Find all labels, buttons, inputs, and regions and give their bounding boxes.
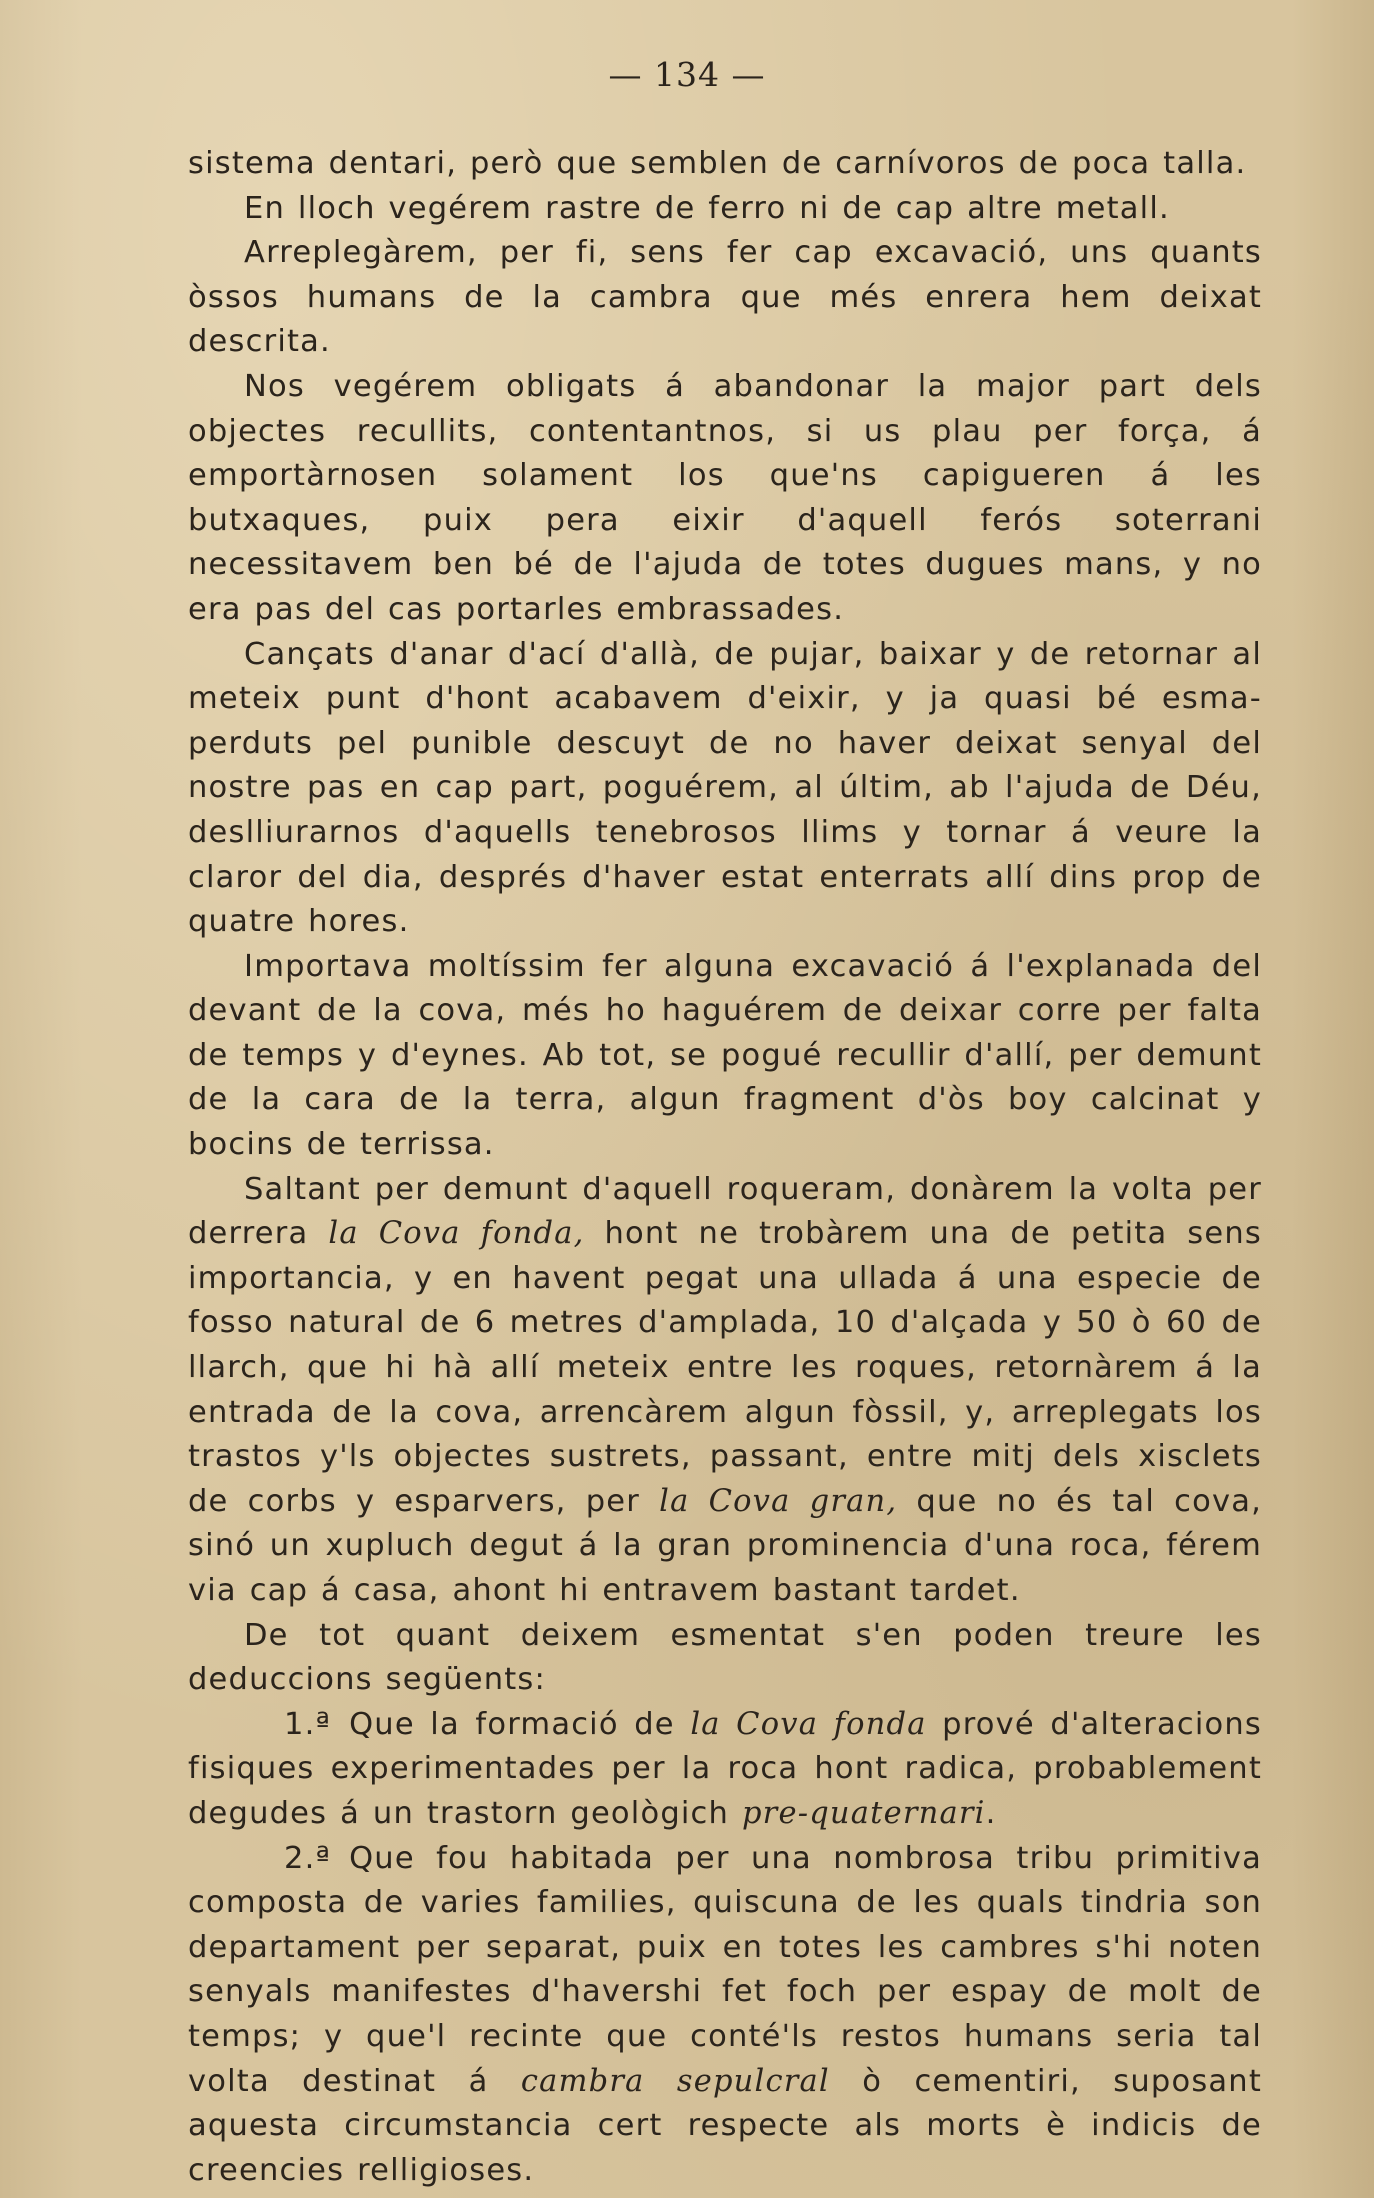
conclusion-item: 2.ª Que fou habitada per una nombrosa tribu primitiva composta de varies families, quiscuna de les quals tindria son departament per separat, puix en totes les cambres s'hi noten senyals manifestes d'havershi fet foch per espay de molt de temps; y que'l recinte que conté'ls restos humans seria tal volta destinat á cambra sepulcral ò cementiri, suposant aquesta circumstancia cert respecte als morts è indicis de creencies relligioses. [188,1837,1262,2194]
italic-cave-name: la Cova gran, [659,1483,898,1519]
paragraph: Saltant per demunt d'aquell roqueram, donàrem la volta per derrera la Cova fonda, hont ne trobàrem una de petita sens importancia, y en havent pegat una ullada á una especie de fosso natural de 6 metres d'amplada, 10 d'alçada y 50 ò 60 de llarch, que hi hà allí meteix entre les roques, retornàrem á la entrada de la cova, arrencàrem algun fòssil, y, arreplegats los trastos y'ls objectes sustrets, passant, entre mitj dels xisclets de corbs y esparvers, per la Cova gran, que no és tal cova, sinó un xupluch degut á la gran prominencia d'una roca, férem via cap á casa, ahont hi entravem bastant tardet. [188,1171,1262,1608]
paragraph: Nos vegérem obligats á abandonar la major part dels objectes recullits, contentantnos, si us plau per força, á emportàrnosen solament los que'ns capigueren á les butxaques, puix pera eixir d'aquell ferós soterrani necessitavem ben bé de l'ajuda de totes dugues mans, y no era pas del cas portarles embrassades. [188,368,1262,627]
body-text [188,142,1262,2193]
italic-cave-name: la Cova fonda, [328,1216,585,1252]
conclusion-item: 1.ª Que la formació de la Cova fonda prové d'alteracions fisiques experimentades per la roca hont radica, probablement degudes á un trastorn geològich pre-quaternari. [188,1703,1262,1837]
conclusion-number: 1.ª [284,1706,332,1742]
page-number: — 134 — [608,55,766,94]
paragraph: En lloch vegérem rastre de ferro ni de cap altre metall. [244,190,1170,226]
italic-cave-name: la Cova fonda [690,1706,927,1742]
paragraph: Cançats d'anar d'ací d'allà, de pujar, baixar y de retornar al meteix punt d'hont acabavem d'eixir, y ja quasi bé esma-perduts pel punible descuyt de no haver deixat senyal del nostre pas en cap part, poguérem, al últim, ab l'ajuda de Déu, deslliurarnos d'aquells tenebrosos llims y tornar á veure la claror del dia, després d'haver estat enterrats allí dins prop de quatre hores. [188,636,1262,940]
paragraph: Arreplegàrem, per fi, sens fer cap excavació, uns quants òssos humans de la cambra que més enrera hem deixat descrita. [188,235,1262,360]
italic-term: cambra sepulcral [520,2063,830,2099]
paragraph: Importava moltíssim fer alguna excavació á l'explanada del devant de la cova, més ho haguérem de deixar corre per falta de temps y d'eynes. Ab tot, se pogué recullir d'allí, per demunt de la cara de la terra, algun fragment d'òs boy calcinat y bocins de terrissa. [188,948,1262,1163]
conclusion-number: 2.ª [284,1840,332,1876]
paragraph: De tot quant deixem esmentat s'en poden treure les deduccions següents: [188,1617,1262,1698]
paragraph: sistema dentari, però que semblen de carnívoros de poca talla. [188,146,1247,181]
italic-term: pre-quaternari [741,1795,986,1831]
